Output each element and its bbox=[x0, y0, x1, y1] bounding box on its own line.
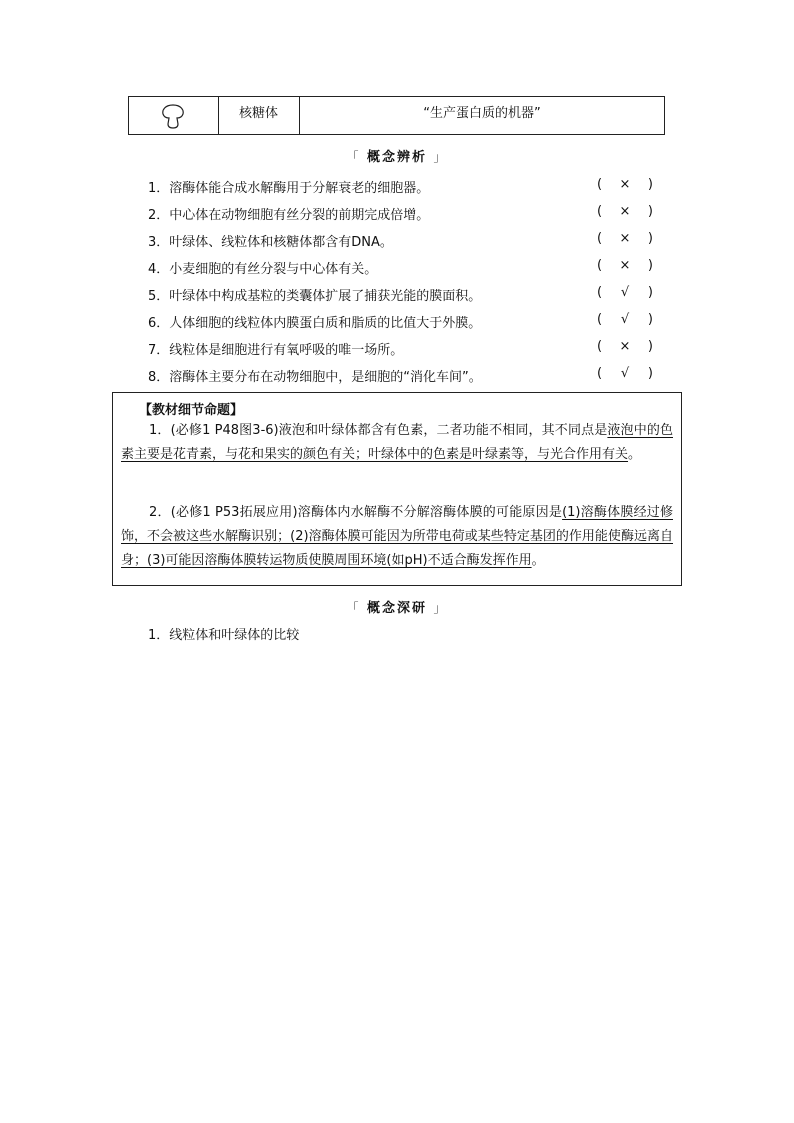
box-heading: 【教材细节命题】 bbox=[139, 403, 244, 418]
judgement-item-text bbox=[148, 231, 393, 250]
paren-close: ) bbox=[647, 258, 653, 273]
item-number: 1． bbox=[148, 181, 170, 196]
item-statement: 人体细胞的线粒体内膜蛋白质和脂质的比值大于外膜。 bbox=[169, 316, 482, 331]
paren-open: ( bbox=[597, 339, 603, 354]
item-statement: 中心体在动物细胞有丝分裂的前期完成倍增。 bbox=[169, 208, 430, 223]
answer-mark: × bbox=[619, 339, 631, 354]
textbook-question-1: 1．(必修1 P48图3-6)液泡和叶绿体都含有色素，二者功能不相同，其不同点是液泡中的色素主要是花青素，与花和果实的颜色有关；叶绿体中的色素是叶绿素等，与光合作用有关。 bbox=[121, 423, 673, 462]
organelle-table-row bbox=[128, 96, 665, 135]
answer-mark: √ bbox=[620, 312, 630, 327]
section-title-concept-analysis: 「 概念辨析 」 bbox=[0, 146, 794, 165]
item-number: 6． bbox=[148, 316, 170, 331]
paren-open: ( bbox=[597, 231, 603, 246]
paren-close: ) bbox=[647, 285, 653, 300]
judgement-item-text bbox=[148, 366, 482, 385]
judgement-answer bbox=[597, 339, 653, 354]
paren-open: ( bbox=[597, 366, 603, 381]
answer-mark: × bbox=[619, 258, 631, 273]
textbook-question-2: 2．(必修1 P53拓展应用)溶酶体内水解酶不分解溶酶体膜的可能原因是(1)溶酶体膜经过修饰，不会被这些水解酶识别；(2)溶酶体膜可能因为所带电荷或某些特定基团的作用能使酶远离自身；(3)可能因溶酶体膜转运物质使膜周围环境(如pH)不适合酶发挥作用。 bbox=[121, 505, 673, 568]
answer-mark: √ bbox=[620, 285, 630, 300]
judgement-item-text bbox=[148, 339, 403, 358]
item-statement: 叶绿体、线粒体和核糖体都含有DNA。 bbox=[169, 235, 393, 250]
icon-cell bbox=[129, 97, 219, 134]
judgement-item-text bbox=[148, 258, 377, 277]
judgement-answer bbox=[597, 177, 653, 192]
paren-close: ) bbox=[647, 177, 653, 192]
item-statement: 线粒体是细胞进行有氧呼吸的唯一场所。 bbox=[169, 343, 404, 358]
section-title-concept-deep-study: 「 概念深研 」 bbox=[346, 601, 448, 616]
paren-close: ) bbox=[647, 366, 653, 381]
paren-close: ) bbox=[647, 312, 653, 327]
answer-mark: √ bbox=[620, 366, 630, 381]
judgement-answer bbox=[597, 204, 653, 219]
organelle-name: 核糖体 bbox=[218, 97, 300, 134]
item-number: 3． bbox=[148, 235, 170, 250]
answer-2-underlined: (1)溶酶体膜经过修饰，不会被这些水解酶识别；(2)溶酶体膜可能因为所带电荷或某些特定基团的作用能使酶远离自身；(3)可能因溶酶体膜转运物质使膜周围环境(如pH)不适合酶发挥作用 bbox=[121, 505, 673, 568]
paren-open: ( bbox=[597, 312, 603, 327]
answer-mark: × bbox=[619, 231, 631, 246]
answer-mark: × bbox=[619, 204, 631, 219]
item-number: 8． bbox=[148, 370, 170, 385]
item-number: 5． bbox=[148, 289, 170, 304]
ribosome-icon bbox=[159, 102, 187, 130]
paren-close: ) bbox=[647, 204, 653, 219]
sub-heading-comparison: 1．线粒体和叶绿体的比较 bbox=[148, 628, 300, 643]
judgement-answer bbox=[597, 312, 653, 327]
judgement-item-text bbox=[148, 312, 481, 331]
paren-close: ) bbox=[647, 339, 653, 354]
item-statement: 叶绿体中构成基粒的类囊体扩展了捕获光能的膜面积。 bbox=[169, 289, 482, 304]
item-number: 4． bbox=[148, 262, 170, 277]
judgement-item-text bbox=[148, 177, 429, 196]
judgement-answer bbox=[597, 258, 653, 273]
judgement-answer bbox=[597, 285, 653, 300]
organelle-description: “生产蛋白质的机器” bbox=[423, 106, 541, 121]
paren-open: ( bbox=[597, 177, 603, 192]
judgement-answer bbox=[597, 366, 653, 381]
item-number: 7． bbox=[148, 343, 170, 358]
item-statement: 小麦细胞的有丝分裂与中心体有关。 bbox=[169, 262, 378, 277]
item-statement: 溶酶体能合成水解酶用于分解衰老的细胞器。 bbox=[169, 181, 430, 196]
judgement-item-text bbox=[148, 204, 429, 223]
item-number: 2． bbox=[148, 208, 170, 223]
answer-mark: × bbox=[619, 177, 631, 192]
paren-open: ( bbox=[597, 258, 603, 273]
judgement-answer bbox=[597, 231, 653, 246]
paren-open: ( bbox=[597, 204, 603, 219]
paren-open: ( bbox=[597, 285, 603, 300]
paren-close: ) bbox=[647, 231, 653, 246]
judgement-item-text bbox=[148, 285, 481, 304]
item-statement: 溶酶体主要分布在动物细胞中，是细胞的“消化车间”。 bbox=[169, 370, 482, 385]
textbook-detail-box bbox=[112, 392, 682, 586]
answer-1-underlined: 液泡中的色素主要是花青素，与花和果实的颜色有关；叶绿体中的色素是叶绿素等，与光合作用有关 bbox=[121, 423, 673, 462]
